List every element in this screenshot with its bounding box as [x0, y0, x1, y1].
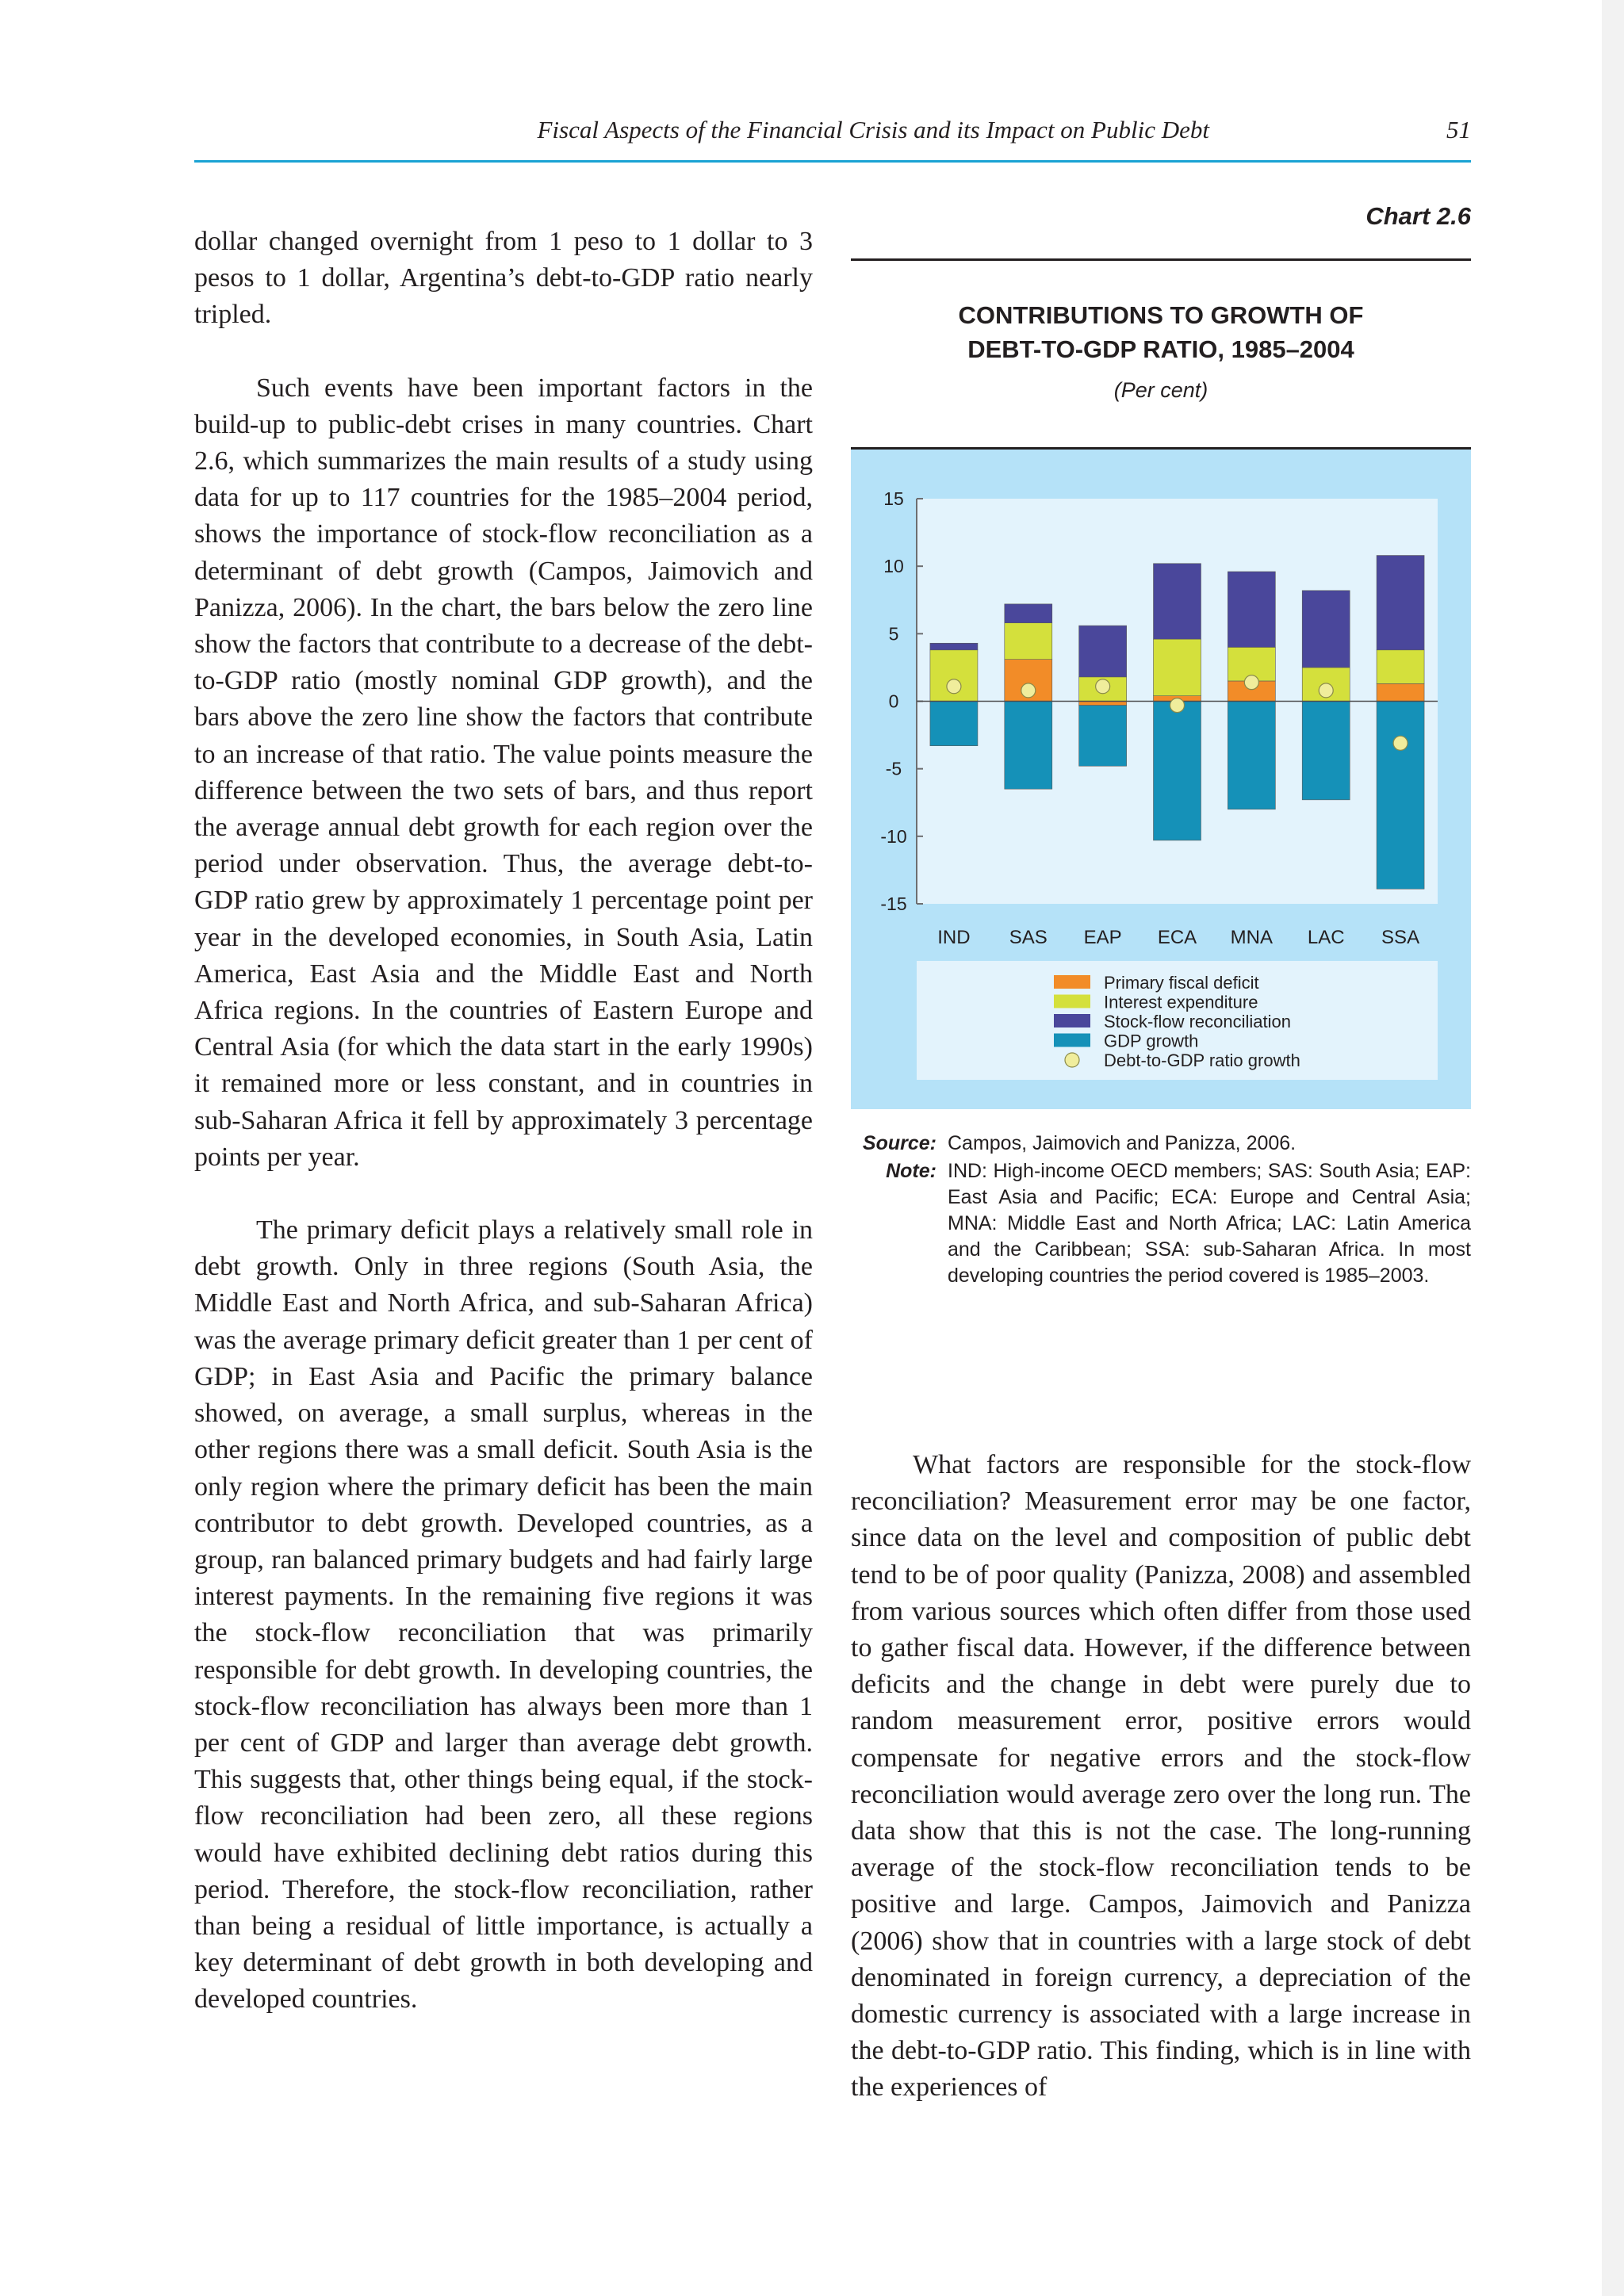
- bar-segment: [1079, 702, 1127, 706]
- running-header: [194, 116, 1471, 163]
- legend-swatch: [1054, 1014, 1090, 1027]
- bar-segment: [1302, 702, 1350, 800]
- x-tick-label: MNA: [1230, 927, 1274, 948]
- x-tick-label: SSA: [1381, 927, 1420, 948]
- chart-title-line: CONTRIBUTIONS TO GROWTH OF: [958, 301, 1364, 329]
- bar-segment: [1005, 604, 1052, 623]
- paragraph: The primary deficit plays a relatively small role in debt growth. Only in three regions (South Asia, the Middle East and North Africa, and sub-Saharan Africa) was the average primary deficit greater than 1 per cent of GDP; in East Asia and Pacific the primary balance showed, on average, a small surplus, whereas in the other regions there was a small deficit. South Asia is the only region where the primary deficit has been the main contributor to debt growth. Developed countries, as a group, ran balanced primary budgets and had fairly large interest payments. In the remaining five regions it was the stock-flow reconciliation that was primarily responsible for debt growth. In developing countries, the stock-flow reconciliation has always been more than 1 per cent of GDP and larger than average debt growth. This suggests that, other things being equal, if the stock-flow reconciliation had been zero, all these regions would have exhibited declining debt ratios during this period. Therefore, the stock-flow reconciliation, rather than being a residual of little importance, is actually a key determinant of debt growth in both developing and developed countries.: [194, 1215, 813, 2015]
- bar-segment: [1079, 706, 1127, 767]
- legend-label: Stock-flow reconciliation: [1104, 1012, 1291, 1031]
- legend-swatch: [1054, 1034, 1090, 1047]
- chart-top-rule: [851, 258, 1471, 261]
- legend-point-marker: [1065, 1053, 1079, 1067]
- source-text: Campos, Jaimovich and Panizza, 2006.: [948, 1132, 1297, 1154]
- note-text: IND: High-income OECD members; SAS: South Asia; EAP: East Asia and Pacific; ECA: Europe and Central Asia; MNA: Middle East and North Africa; LAC: Latin America and the Caribbean; SSA: sub-Saharan Africa. In most developing countries the period covered is 1985–2003.: [948, 1160, 1471, 1287]
- x-tick-label: SAS: [1009, 927, 1048, 948]
- data-point: [1021, 683, 1036, 698]
- data-point: [1096, 679, 1110, 694]
- x-tick-label: ECA: [1157, 927, 1197, 948]
- legend-label: Debt-to-GDP ratio growth: [1104, 1050, 1300, 1070]
- left-column: [194, 224, 813, 2019]
- chart-title: [851, 298, 1471, 366]
- data-point: [1319, 683, 1333, 698]
- source-label: Source:: [862, 1132, 936, 1154]
- y-tick-label: 0: [888, 691, 899, 712]
- y-tick-label: -15: [880, 894, 907, 914]
- bar-segment: [1228, 702, 1275, 809]
- chart-notes: [851, 1131, 1471, 1291]
- note-label: Note:: [886, 1160, 936, 1182]
- page-number: 51: [1446, 116, 1471, 144]
- y-tick-label: 15: [883, 488, 904, 509]
- legend-swatch: [1054, 995, 1090, 1008]
- x-tick-label: IND: [937, 927, 971, 948]
- bar-segment: [1005, 623, 1052, 660]
- paragraph: Such events have been important factors in the build-up to public-debt crises in many countries. Chart 2.6, which summarizes the main results of a study using data for up to 117 countries for the 1985–2004 period, shows the importance of stock-flow reconciliation as a determinant of debt growth (Campos, Jaimovich and Panizza, 2006). In the chart, the bars below the zero line show the factors that contribute to a decrease of the debt-to-GDP ratio (mostly nominal GDP growth), and the bars above the zero line show the factors that contribute to an increase of that ratio. The value points measure the difference between the two sets of bars, and thus report the average annual debt growth for each region over the period under observation. Thus, the average debt-to-GDP ratio grew by approximately 1 percentage point per year in the developed economies, in South Asia, Latin America, East Asia and the Middle East and North Africa regions. In the countries of Eastern Europe and Central Asia (for which the data start in the early 1990s) it remained more or less constant, and in countries in sub-Saharan Africa it fell by approximately 3 percentage points per year.: [194, 373, 813, 1172]
- bar-segment: [930, 643, 978, 650]
- y-tick-label: -5: [885, 758, 902, 779]
- right-column: [851, 1447, 1471, 2107]
- bar-segment: [930, 702, 978, 746]
- chart-title-line: DEBT-TO-GDP RATIO, 1985–2004: [967, 335, 1354, 363]
- bar-segment: [1228, 572, 1275, 647]
- data-point: [947, 679, 961, 694]
- bar-segment: [1377, 702, 1424, 890]
- bar-segment: [1377, 650, 1424, 684]
- bar-segment: [1377, 556, 1424, 650]
- bar-segment: [1377, 683, 1424, 701]
- data-point: [1393, 736, 1408, 750]
- legend-label: GDP growth: [1104, 1031, 1199, 1051]
- chart-number: Chart 2.6: [1365, 202, 1471, 230]
- y-tick-label: 10: [883, 556, 904, 577]
- data-point: [1170, 698, 1185, 713]
- source-row: [851, 1131, 1471, 1157]
- paragraph: What factors are responsible for the stock-flow reconciliation? Measurement error may be one factor, since data on the level and composition of public debt tend to be of poor quality (Panizza, 2008) and assembled from various sources which often differ from those used to gather fiscal data. However, if the difference between deficits and the change in debt were purely due to random measurement error, positive errors would compensate for negative errors and the stock-flow reconciliation would average zero over the long run. The data show that this is not the case. The long-running average of the stock-flow reconciliation tends to be positive and large. Campos, Jaimovich and Panizza (2006) show that in countries with a large stock of debt denominated in foreign currency, a depreciation of the domestic currency is associated with a large increase in the debt-to-GDP ratio. This finding, which is in line with the experiences of: [851, 1450, 1471, 2103]
- running-title: Fiscal Aspects of the Financial Crisis and its Impact on Public Debt: [537, 116, 1209, 144]
- bar-segment: [1079, 626, 1127, 677]
- data-point: [1244, 675, 1258, 690]
- note-row: [851, 1158, 1471, 1289]
- bar-segment: [1005, 702, 1052, 790]
- legend-label: Primary fiscal deficit: [1104, 973, 1259, 993]
- page-edge-strip: [1602, 0, 1624, 2296]
- legend-swatch: [1054, 975, 1090, 989]
- bar-segment: [1154, 564, 1201, 639]
- x-tick-label: LAC: [1307, 927, 1345, 948]
- y-tick-label: 5: [888, 623, 899, 645]
- stacked-bar-chart: [851, 450, 1471, 1109]
- bar-segment: [1154, 639, 1201, 696]
- chart-subtitle: (Per cent): [1113, 378, 1208, 402]
- y-tick-label: -10: [880, 825, 907, 847]
- bar-segment: [1154, 702, 1201, 840]
- paragraph: dollar changed overnight from 1 peso to 1 dollar to 3 pesos to 1 dollar, Argentina’s debt-to-GDP ratio nearly tripled.: [194, 227, 813, 330]
- legend-label: Interest expenditure: [1104, 992, 1258, 1012]
- x-tick-label: EAP: [1083, 927, 1122, 948]
- bar-segment: [1302, 591, 1350, 668]
